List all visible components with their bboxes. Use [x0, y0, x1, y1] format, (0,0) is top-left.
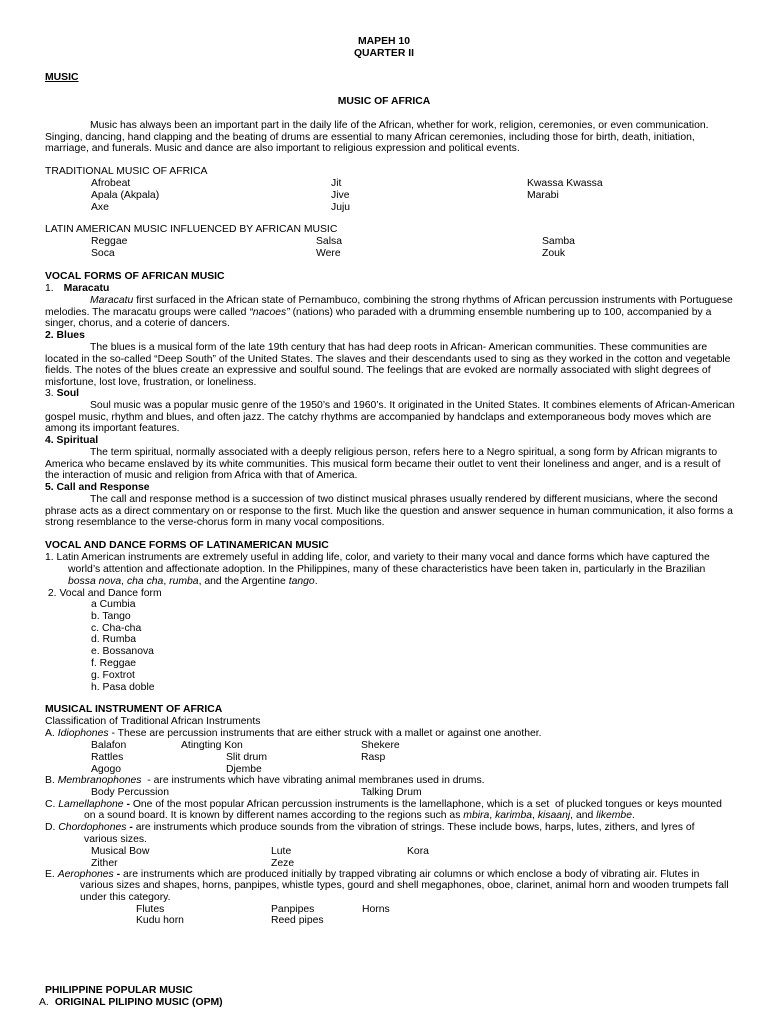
idiophone-item: Slit drum — [226, 752, 267, 763]
latin-heading: LATIN AMERICAN MUSIC INFLUENCED BY AFRICAN MUSIC — [45, 224, 338, 235]
chordophone-item: Zeze — [271, 858, 295, 869]
idiophones-line: A. Idiophones - These are percussion instruments that are either struck with a mallet or against one another. — [45, 728, 542, 739]
aerophones-line2: various sizes and shapes, horns, panpipes, whistle types, gourd and shell megaphones, oboe, clarinet, animal horn and wooden trumpets fall — [80, 880, 729, 891]
latin-item: Reggae — [91, 236, 128, 247]
idiophone-item: Djembe — [226, 764, 262, 775]
maracatu-title: 1. Maracatu — [45, 283, 110, 294]
dance-item-1-line2: world’s attention and affectionate adoption. In the Philippines, many of these characteristics have been taken in, particularly in the Brazilian — [68, 564, 706, 575]
chordophone-item: Lute — [271, 846, 292, 857]
traditional-item: Marabi — [527, 190, 559, 201]
soul-title: 3. Soul — [45, 388, 80, 399]
idiophone-item: Atingting Kon — [181, 740, 243, 751]
blues-title: 2. Blues — [45, 330, 85, 341]
dance-form-item: a Cumbia — [91, 599, 136, 610]
chordophone-item: Musical Bow — [91, 846, 150, 857]
doc-title-subject: MAPEH 10 — [358, 36, 410, 47]
spiritual-paragraph: The term spiritual, normally associated with a deeply religious person, refers here to a Negro spiritual, a song form by African migrants to America who became enslaved by its white communities. This musical form became their outlet to vent their loneliness and anger, and is a result of the interaction of music and religion from Africa with that of America. — [45, 447, 721, 482]
dance-form-item: d. Rumba — [91, 634, 137, 645]
aerophone-item: Kudu horn — [136, 915, 184, 926]
aerophone-item: Horns — [362, 904, 390, 915]
dance-form-item: h. Pasa doble — [91, 682, 155, 693]
aerophones-line1: E. Aerophones - are instruments which are produced initially by trapped vibrating air columns or which enclose a body of vibrating air. Flutes in — [45, 869, 700, 880]
classification-line: Classification of Traditional African Instruments — [45, 716, 261, 727]
call-response-title: 5. Call and Response — [45, 482, 150, 493]
traditional-item: Juju — [331, 202, 351, 213]
dance-form-item: f. Reggae — [91, 658, 137, 669]
membranophones-line: B. Membranophones - are instruments which have vibrating animal membranes used in drums. — [45, 775, 485, 786]
spiritual-title: 4. Spiritual — [45, 435, 99, 446]
dance-item-2: 2. Vocal and Dance form — [45, 588, 162, 599]
call-response-paragraph: The call and response method is a succession of two distinct musical phrases usually rendered by different musicians, where the second phrase acts as a direct commentary on or response to the first. Much like the question and answer sequence in human communication, it also forms a strong resemblance to the verse-chorus form in many vocal compositions. — [45, 494, 733, 529]
maracatu-paragraph: Maracatu first surfaced in the African state of Pernambuco, combining the strong rhythms of African percussion instruments with Portuguese melodies. The maracatu groups were called “nacoes” (nations) who paraded with a drumming ensemble numbering up to 100, accompanied by a singer, chorus, and a coterie of dancers. — [45, 295, 733, 330]
traditional-item: Apala (Akpala) — [91, 190, 160, 201]
blues-paragraph: The blues is a musical form of the late 19th century that has had deep roots in African- American communities. These communities are located in the so-called “Deep South” of the United States. The slaves and their descendants used to sing as they worked in the cotton and vegetable fields. The notes of the blues create an expressive and soulful sound. The feelings that are evoked are normally associated with slight degrees of misfortune, lost love, frustration, or loneliness. — [45, 342, 731, 389]
soul-paragraph: Soul music was a popular music genre of the 1950’s and 1960’s. It originated in the United States. It combines elements of African-American gospel music, rhythm and blues, and often jazz. The catchy rhythms are accompanied by handclaps and extemporaneous body moves which are among its important features. — [45, 400, 735, 435]
idiophone-item: Rasp — [361, 752, 386, 763]
chordophone-item: Kora — [407, 846, 429, 857]
vocal-forms-heading: VOCAL FORMS OF AFRICAN MUSIC — [45, 271, 225, 282]
opm-line: A. ORIGINAL PILIPINO MUSIC (OPM) — [39, 997, 223, 1008]
music-heading: MUSIC — [45, 72, 79, 83]
aerophone-item: Reed pipes — [271, 915, 324, 926]
idiophone-item: Agogo — [91, 764, 122, 775]
dance-form-item: c. Cha-cha — [91, 623, 142, 634]
traditional-item: Jive — [331, 190, 350, 201]
doc-title-quarter: QUARTER II — [353, 48, 415, 59]
lamellaphone-line1: C. Lamellaphone - One of the most popular African percussion instruments is the lamellaphone, which is a set of plucked tongues or keys mounted — [45, 799, 722, 810]
dance-item-1-line1: 1. Latin American instruments are extremely useful in adding life, color, and variety to their many vocal and dance forms which have captured the — [45, 552, 710, 563]
latin-item: Were — [316, 248, 341, 259]
traditional-heading: TRADITIONAL MUSIC OF AFRICA — [45, 166, 208, 177]
latin-item: Soca — [91, 248, 115, 259]
idiophone-item: Rattles — [91, 752, 124, 763]
dance-form-item: g. Foxtrot — [91, 670, 135, 681]
dance-form-item: e. Bossanova — [91, 646, 154, 657]
latin-item: Salsa — [316, 236, 342, 247]
instruments-heading: MUSICAL INSTRUMENT OF AFRICA — [45, 704, 223, 715]
section-title: MUSIC OF AFRICA — [337, 96, 431, 107]
traditional-item: Afrobeat — [91, 178, 131, 189]
aerophone-item: Panpipes — [271, 904, 315, 915]
philippine-popular-heading: PHILIPPINE POPULAR MUSIC — [45, 985, 193, 996]
latin-item: Zouk — [542, 248, 566, 259]
lamellaphone-line2: on a sound board. It is known by different names according to the regions such as mbira, karimba, kisaanj, and likembe. — [84, 810, 635, 821]
chordophones-line2: various sizes. — [84, 834, 147, 845]
membranophone-item: Talking Drum — [361, 787, 422, 798]
aerophone-item: Flutes — [136, 904, 165, 915]
idiophone-item: Shekere — [361, 740, 400, 751]
idiophone-item: Balafon — [91, 740, 127, 751]
traditional-item: Kwassa Kwassa — [527, 178, 603, 189]
intro-paragraph: Music has always been an important part in the daily life of the African, whether for work, religion, ceremonies, or even communication. Singing, dancing, hand clapping and the beating of drums are essential to many African ceremonies, including those for birth, death, initiation, marriage, and funerals. Music and dance are also important to religious expression and political events. — [45, 120, 709, 155]
dance-item-1-line3: bossa nova, cha cha, rumba, and the Argentine tango. — [68, 576, 318, 587]
aerophones-line3: under this category. — [80, 892, 171, 903]
latin-item: Samba — [542, 236, 575, 247]
traditional-item: Jit — [331, 178, 342, 189]
chordophones-line1: D. Chordophones - are instruments which produce sounds from the vibration of strings. These include bows, harps, lutes, zithers, and lyres of — [45, 822, 695, 833]
dance-forms-heading: VOCAL AND DANCE FORMS OF LATINAMERICAN MUSIC — [45, 540, 329, 551]
traditional-item: Axe — [91, 202, 109, 213]
dance-form-item: b. Tango — [91, 611, 131, 622]
membranophone-item: Body Percussion — [91, 787, 169, 798]
chordophone-item: Zither — [91, 858, 118, 869]
